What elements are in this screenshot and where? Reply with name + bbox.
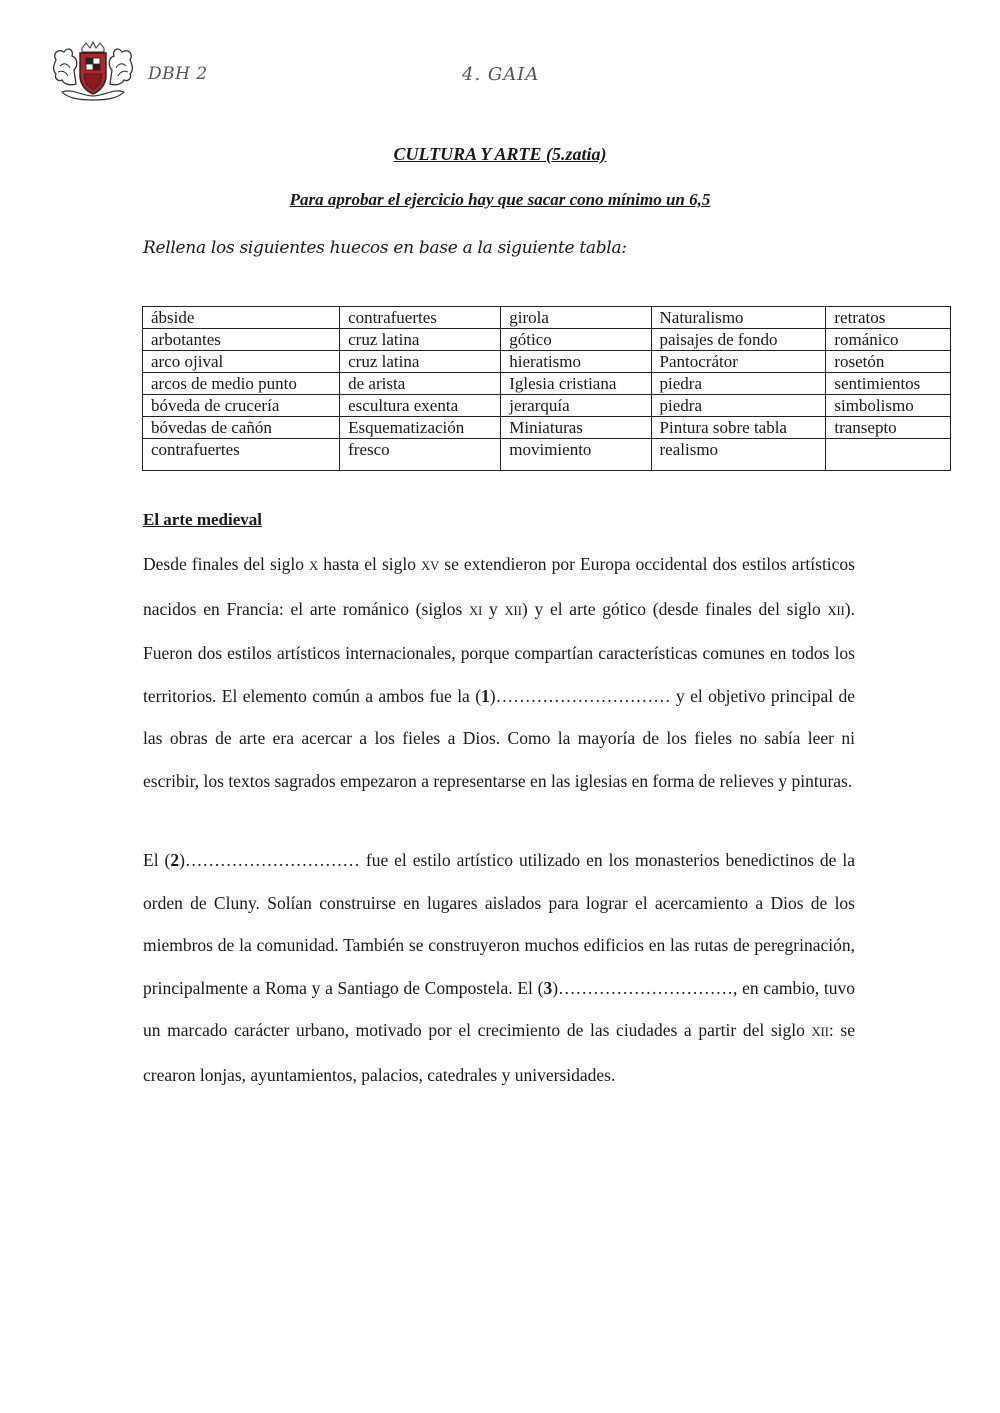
text-span: Desde finales del siglo	[143, 554, 310, 574]
roman-numeral: XII	[827, 603, 845, 618]
table-cell: arbotantes	[143, 329, 340, 351]
table-cell: Pintura sobre tabla	[651, 417, 826, 439]
table-row	[143, 329, 951, 351]
table-row	[143, 439, 951, 471]
text-span: ). Fueron dos estilos artísticos internacionales, porque compartían características comunes en todos los territorios. El elemento común a ambos fue la (	[143, 598, 855, 706]
table-cell: cruz latina	[340, 351, 501, 373]
word-bank-table	[142, 306, 951, 471]
table-cell: románico	[826, 329, 951, 351]
table-cell: Pantocrátor	[651, 351, 826, 373]
blank-2: )………………………… fue el estilo artístico utilizado en los monasterios benedictinos de la orden de Cluny. Solían construirse en lugares aislados para lograr el acercamiento a Dios de los miembros de la comunidad. También se construyeron muchos edificios en las rutas de peregrinación, principalmente a Roma y a Santiago de Compostela. El (	[143, 850, 855, 998]
paragraph-1	[143, 543, 855, 802]
roman-numeral: XV	[421, 559, 440, 573]
table-cell: hieratismo	[501, 351, 651, 373]
table-cell: arco ojival	[143, 351, 340, 373]
table-cell: paisajes de fondo	[651, 329, 826, 351]
blank-number-1: 1	[481, 685, 490, 706]
paragraph-2	[143, 839, 855, 1096]
table-cell: rosetón	[826, 351, 951, 373]
table-cell: sentimientos	[826, 373, 951, 395]
unit-label: 4. GAIA	[462, 64, 540, 85]
table-cell: Naturalismo	[651, 307, 826, 329]
blank-1: )………………………… y el objetivo principal de las obras de arte era acercar a los fieles a Dios. Como la mayoría de los fieles no sabía leer ni escribir, los textos sagrados empezaron a representarse en las iglesias en forma de relieves y pinturas.	[143, 685, 855, 791]
text-span: El (	[143, 850, 171, 870]
table-cell: Esquematización	[340, 417, 501, 439]
table-cell: contrafuertes	[340, 307, 501, 329]
text-span: ) y el arte gótico (desde finales del siglo	[521, 598, 828, 619]
table-row	[143, 417, 951, 439]
text-span: se extendieron por Europa occidental dos estilos artísticos nacidos en Francia: el arte románico (siglos	[143, 554, 855, 619]
roman-numeral: XII	[504, 603, 522, 618]
page-subtitle: Para aprobar el ejercicio hay que sacar cono mínimo un 6,5	[289, 190, 711, 209]
table-cell: piedra	[651, 395, 826, 417]
roman-numeral: XII	[811, 1025, 829, 1039]
roman-numeral: XI	[469, 603, 483, 618]
blank-number-3: 3	[543, 977, 553, 998]
roman-numeral: X	[309, 559, 319, 573]
table-cell: ábside	[143, 307, 340, 329]
table-row	[143, 351, 951, 373]
blank-number-2: 2	[170, 850, 180, 870]
table-cell: gótico	[501, 329, 651, 351]
table-cell: fresco	[340, 439, 501, 471]
table-cell: contrafuertes	[143, 439, 340, 471]
text-span: y	[482, 598, 505, 619]
table-cell	[826, 439, 951, 471]
course-label: DBH 2	[148, 64, 208, 84]
table-cell: de arista	[340, 373, 501, 395]
table-cell: bóveda de crucería	[143, 395, 340, 417]
table-cell: bóvedas de cañón	[143, 417, 340, 439]
blank-3: )…………………………, en cambio, tuvo un marcado carácter urbano, motivado por el crecimiento de las ciudades a partir del siglo	[143, 977, 855, 1040]
coat-of-arms-icon	[48, 40, 138, 102]
text-span: hasta el siglo	[318, 554, 422, 574]
table-cell: piedra	[651, 373, 826, 395]
table-cell: Miniaturas	[501, 417, 651, 439]
table-row	[143, 307, 951, 329]
table-cell: Iglesia cristiana	[501, 373, 651, 395]
table-cell: movimiento	[501, 439, 651, 471]
table-cell: transepto	[826, 417, 951, 439]
table-row	[143, 395, 951, 417]
table-cell: escultura exenta	[340, 395, 501, 417]
table-cell: arcos de medio punto	[143, 373, 340, 395]
table-cell: simbolismo	[826, 395, 951, 417]
text-span: : se crearon lonjas, ayuntamientos, palacios, catedrales y universidades.	[143, 1020, 855, 1085]
page-title: CULTURA Y ARTE (5.zatia)	[393, 144, 607, 164]
page-header	[0, 0, 1000, 110]
table-cell: realismo	[651, 439, 826, 471]
table-cell: girola	[501, 307, 651, 329]
table-cell: cruz latina	[340, 329, 501, 351]
table-cell: jerarquía	[501, 395, 651, 417]
section-title: El arte medieval	[143, 510, 262, 529]
table-cell: retratos	[826, 307, 951, 329]
table-row	[143, 373, 951, 395]
instruction-text: Rellena los siguientes huecos en base a la siguiente tabla:	[143, 238, 627, 258]
